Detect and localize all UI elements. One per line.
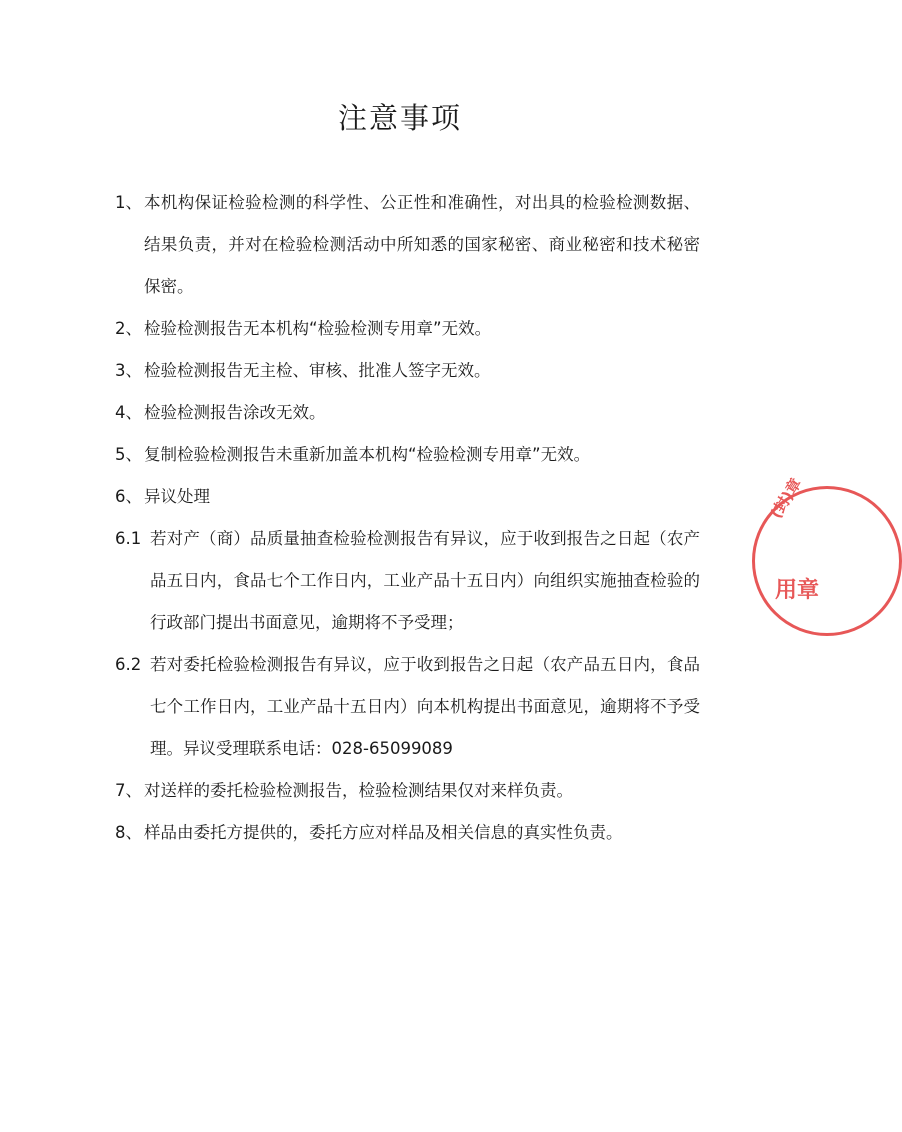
- list-item: [0, 350, 700, 392]
- item-number: 4、: [115, 403, 142, 422]
- item-number: 3、: [115, 361, 142, 380]
- list-item: [0, 476, 700, 518]
- item-number: 2、: [115, 319, 142, 338]
- item-text: 若对委托检验检测报告有异议，应于收到报告之日起（农产品五日内，食品七个工作日内，工业产品十五日内）向本机构提出书面意见，逾期将不予受理。异议受理联系电话：028-65099089: [150, 655, 700, 758]
- list-item: [0, 434, 700, 476]
- list-item: [0, 518, 700, 644]
- seal-center-text: 用章: [775, 578, 820, 603]
- item-number: 1、: [115, 193, 142, 212]
- item-text: 检验检测报告无本机构“检验检测专用章”无效。: [144, 319, 492, 338]
- list-item: [0, 182, 700, 308]
- item-number: 6、: [115, 487, 142, 506]
- list-item: [0, 308, 700, 350]
- item-number: 6.1: [115, 529, 142, 548]
- item-number: 6.2: [115, 655, 142, 674]
- page-title: 注意事项: [337, 101, 462, 135]
- list-item: [0, 644, 700, 770]
- item-text: 若对产（商）品质量抽查检验检测报告有异议，应于收到报告之日起（农产品五日内，食品七个工作日内，工业产品十五日内）向组织实施抽查检验的行政部门提出书面意见，逾期将不予受理；: [150, 529, 700, 632]
- item-number: 8、: [115, 823, 142, 842]
- item-text: 检验检测报告无主检、审核、批准人签字无效。: [144, 361, 491, 380]
- item-text: 样品由委托方提供的，委托方应对样品及相关信息的真实性负责。: [144, 823, 623, 842]
- item-number: 7、: [115, 781, 142, 800]
- list-item: [0, 770, 700, 812]
- item-number: 5、: [115, 445, 142, 464]
- item-text: 异议处理: [144, 487, 210, 506]
- item-text: 本机构保证检验检测的科学性、公正性和准确性，对出具的检验检测数据、结果负责，并对在检验检测活动中所知悉的国家秘密、商业秘密和技术秘密保密。: [144, 193, 700, 296]
- notice-list: [0, 182, 800, 854]
- list-item: [0, 812, 700, 854]
- seal-arc-text: (封)章: [766, 474, 806, 522]
- item-text: 检验检测报告涂改无效。: [144, 403, 326, 422]
- item-text: 对送样的委托检验检测报告，检验检测结果仅对来样负责。: [144, 781, 573, 800]
- item-text: 复制检验检测报告未重新加盖本机构“检验检测专用章”无效。: [144, 445, 591, 464]
- official-seal-stamp: [752, 474, 902, 636]
- list-item: [0, 392, 700, 434]
